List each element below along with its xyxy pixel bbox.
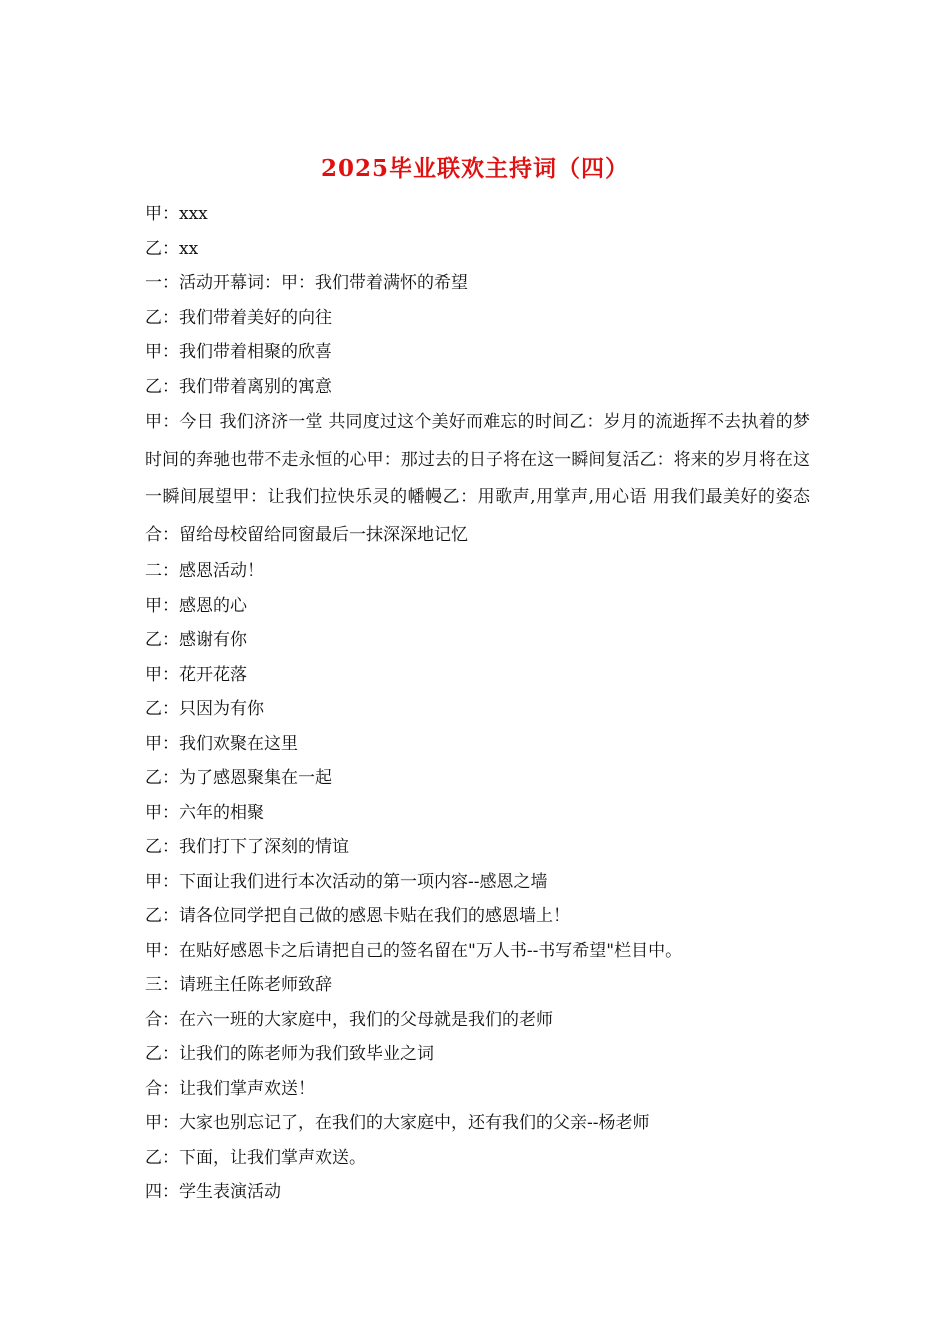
text-line: 甲：在贴好感恩卡之后请把自己的签名留在"万人书--书写希望"栏目中。 <box>145 940 683 961</box>
text-line: 合：在六一班的大家庭中，我们的父母就是我们的老师 <box>145 1009 553 1030</box>
text-line: 甲：下面让我们进行本次活动的第一项内容--感恩之墙 <box>145 871 548 892</box>
document-title: 2025毕业联欢主持词（四） <box>320 155 629 182</box>
text-line: 甲：我们带着相聚的欣喜 <box>145 342 332 362</box>
text-line: 乙：让我们的陈老师为我们致毕业之词 <box>145 1044 434 1064</box>
text-line: 乙：xx <box>145 238 199 259</box>
text-line: 二：感恩活动！ <box>145 561 264 581</box>
text-line: 乙：感谢有你 <box>145 630 247 650</box>
text-line: 三：请班主任陈老师致辞 <box>145 975 332 995</box>
text-line: 乙：我们带着美好的向往 <box>145 307 332 328</box>
text-line: 乙：为了感恩聚集在一起 <box>145 768 332 788</box>
text-line: 甲：我们欢聚在这里 <box>145 733 298 754</box>
text-line: 甲：六年的相聚 <box>145 802 264 823</box>
text-line: 乙：下面，让我们掌声欢送。 <box>145 1147 366 1168</box>
opening-paragraph: 甲：今日 我们济济一堂 共同度过这个美好而难忘的时间乙：岁月的流逝挥不去执着的梦 时间的奔驰也带不走永恒的心甲：那过去的日子将在这一瞬间复活乙：将来的岁月将在这一瞬间展望甲：让我们拉快乐灵的幡幔乙：用歌声,用掌声,用心语 用我们最美好的姿态合：留给母校留给同窗最后一抹深深地记忆 <box>145 412 810 545</box>
text-line: 甲：花开花落 <box>145 664 247 685</box>
document-body <box>145 197 810 1210</box>
text-line: 乙：请各位同学把自己做的感恩卡贴在我们的感恩墙上！ <box>145 906 570 926</box>
text-line: 甲：xxx <box>145 204 208 224</box>
text-line: 乙：我们打下了深刻的情谊 <box>145 837 349 857</box>
text-line: 乙：只因为有你 <box>145 699 264 719</box>
text-line: 甲：感恩的心 <box>145 595 247 616</box>
text-line: 甲：大家也别忘记了，在我们的大家庭中，还有我们的父亲--杨老师 <box>145 1113 650 1133</box>
text-line: 乙：我们带着离别的寓意 <box>145 376 332 397</box>
text-line: 合：让我们掌声欢送！ <box>145 1078 315 1099</box>
text-line: 四：学生表演活动 <box>145 1182 281 1202</box>
text-line: 一：活动开幕词：甲：我们带着满怀的希望 <box>145 273 468 293</box>
